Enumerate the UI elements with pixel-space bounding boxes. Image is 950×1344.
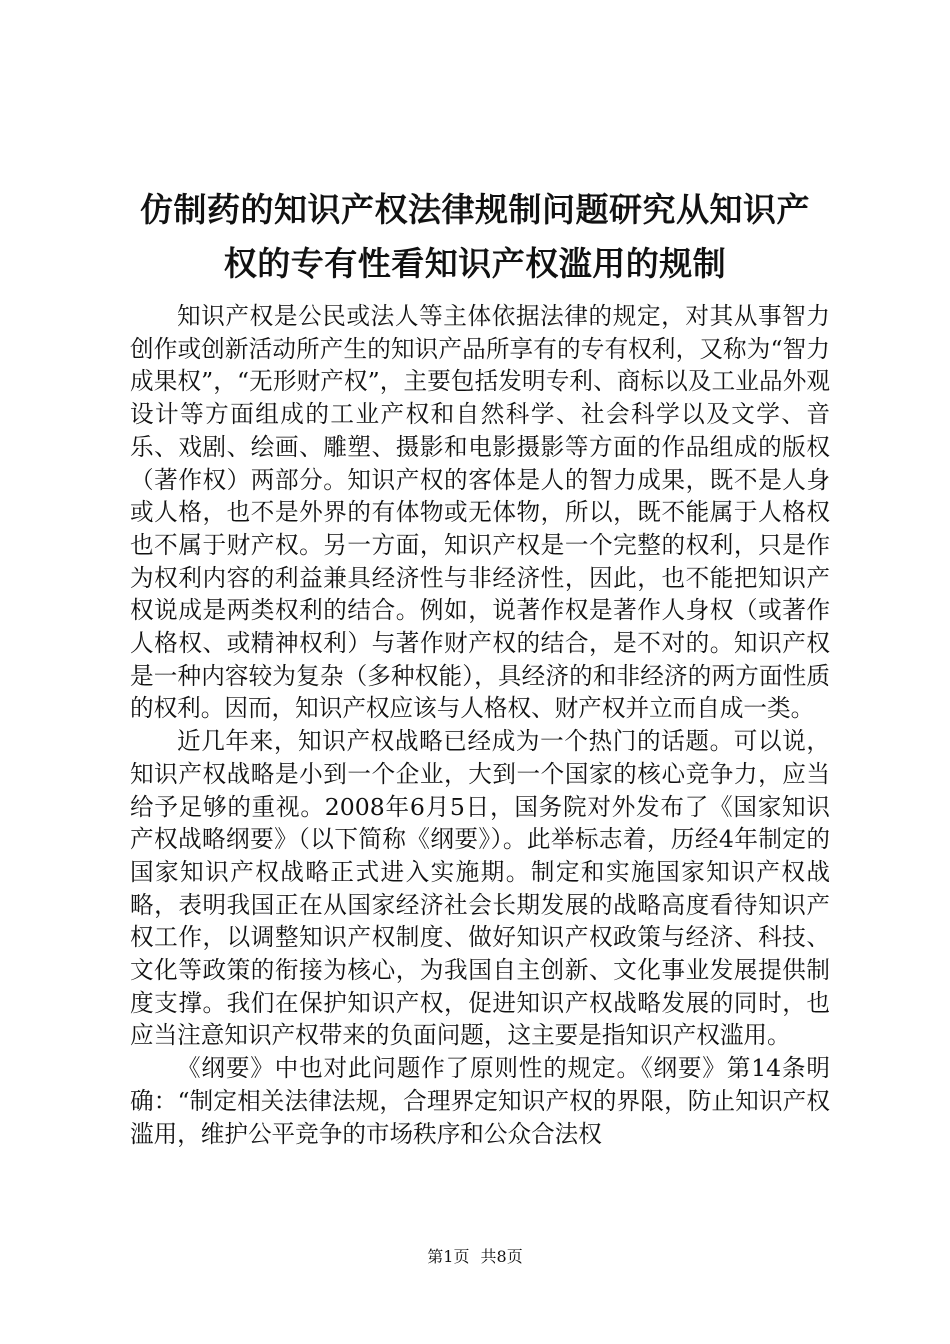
- document-body: [130, 300, 830, 1150]
- page-footer: [0, 1244, 950, 1267]
- document-title-line-1: 仿制药的知识产权法律规制问题研究从知识产: [140, 190, 810, 229]
- paragraph-1: 知识产权是公民或法人等主体依据法律的规定，对其从事智力创作或创新活动所产生的知识产品所享有的专有权利，又称为“智力成果权”，“无形财产权”，主要包括发明专利、商标以及工业品外观设计等方面组成的工业产权和自然科学、社会科学以及文学、音乐、戏剧、绘画、雕塑、摄影和电影摄影等方面的作品组成的版权（著作权）两部分。知识产权的客体是人的智力成果，既不是人身或人格，也不是外界的有体物或无体物，所以，既不能属于人格权也不属于财产权。另一方面，知识产权是一个完整的权利，只是作为权利内容的利益兼具经济性与非经济性，因此，也不能把知识产权说成是两类权利的结合。例如，说著作权是著作人身权（或著作人格权、或精神权利）与著作财产权的结合，是不对的。知识产权是一种内容较为复杂（多种权能），具经济的和非经济的两方面性质的权利。因而，知识产权应该与人格权、财产权并立而自成一类。: [130, 302, 830, 723]
- paragraph-3: 《纲要》中也对此问题作了原则性的规定。《纲要》第14条明确：“制定相关法律法规，合理界定知识产权的界限，防止知识产权滥用，维护公平竞争的市场秩序和公众合法权: [130, 1054, 830, 1148]
- page-total: 共8页: [480, 1247, 523, 1266]
- page-number: 第1页: [427, 1247, 470, 1266]
- document-title-line-2: 权的专有性看知识产权滥用的规制: [223, 244, 727, 283]
- paragraph-2: 近几年来，知识产权战略已经成为一个热门的话题。可以说，知识产权战略是小到一个企业，大到一个国家的核心竞争力，应当给予足够的重视。2008年6月5日，国务院对外发布了《国家知识产权战略纲要》（以下简称《纲要》）。此举标志着，历经4年制定的国家知识产权战略正式进入实施期。制定和实施国家知识产权战略，表明我国正在从国家经济社会长期发展的战略高度看待知识产权工作，以调整知识产权制度、做好知识产权政策与经济、科技、文化等政策的衔接为核心，为我国自主创新、文化事业发展提供制度支撑。我们在保护知识产权，促进知识产权战略发展的同时，也应当注意知识产权带来的负面问题，这主要是指知识产权滥用。: [130, 727, 830, 1050]
